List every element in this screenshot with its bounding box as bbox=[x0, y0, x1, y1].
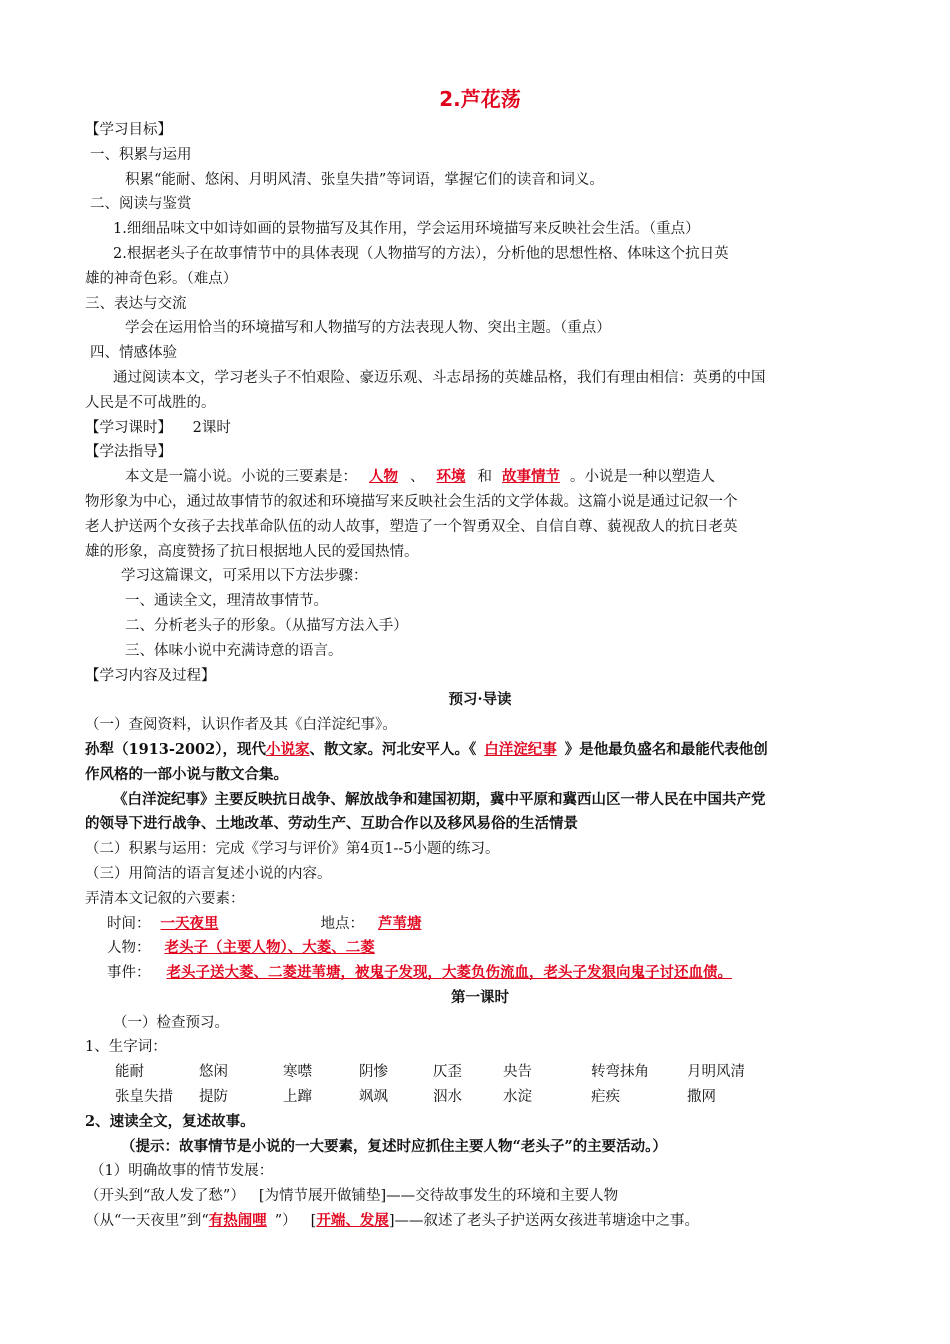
vocab-word: 能耐 bbox=[115, 1064, 144, 1081]
event-row bbox=[85, 961, 875, 986]
event-label: 事件： bbox=[107, 965, 151, 982]
vocab-word: 张皇失措 bbox=[115, 1089, 173, 1106]
answer-plot-end: 有热闹哩 bbox=[208, 1212, 267, 1230]
answer-environment: 环境 bbox=[436, 468, 466, 486]
vocab-word: 悠闲 bbox=[199, 1064, 228, 1081]
goal-heading-2: 二、阅读与鉴赏 bbox=[90, 196, 192, 213]
step-1: 一、通读全文，理清故事情节。 bbox=[125, 593, 328, 610]
retell-task: 2、速读全文，复述故事。 bbox=[85, 1112, 255, 1130]
answer-plot: 故事情节 bbox=[502, 468, 560, 486]
plot2-close: ”） bbox=[274, 1213, 297, 1230]
method-para-line4: 雄的形象，高度赞扬了抗日根据地人民的爱国热情。 bbox=[85, 543, 419, 560]
goal-text-2-1: 1.细细品味文中如诗如画的景物描写及其作用，学会运用环境描写来反映社会生活。（重点） bbox=[113, 221, 700, 238]
vocab-word: 疟疾 bbox=[591, 1089, 620, 1106]
plot1-range: （开头到“敌人发了愁”） bbox=[85, 1188, 245, 1205]
goal-heading-3: 三、表达与交流 bbox=[85, 295, 187, 312]
preview-q1: （一）查阅资料，认识作者及其《白洋淀纪事》。 bbox=[85, 717, 397, 734]
plot2-range: （从“一天夜里”到“ bbox=[85, 1213, 209, 1230]
answer-people: 老头子（主要人物）、大菱、二菱 bbox=[164, 939, 375, 957]
plot1-desc: [为情节展开做铺垫]——交待故事发生的环境和主要人物 bbox=[258, 1188, 619, 1205]
page-title: 2.芦花荡 bbox=[439, 87, 521, 111]
section-header-method: 【学法指导】 bbox=[85, 444, 172, 461]
vocab-word: 飒飒 bbox=[359, 1089, 388, 1106]
answer-book: 白洋淀纪事 bbox=[484, 740, 557, 758]
vocab-word: 水淀 bbox=[503, 1089, 532, 1106]
answer-time: 一天夜里 bbox=[160, 914, 219, 932]
method-text-post: 。小说是一种以塑造人 bbox=[570, 469, 715, 486]
vocab-word: 撒网 bbox=[687, 1089, 716, 1106]
goal-heading-1: 一、积累与运用 bbox=[90, 146, 192, 163]
vocab-word: 阴惨 bbox=[359, 1064, 388, 1081]
author-line2: 作风格的一部小说与散文合集。 bbox=[85, 765, 288, 783]
answer-stage: 开端、发展 bbox=[316, 1212, 389, 1230]
method-para-line3: 老人护送两个女孩子去找革命队伍的动人故事，塑造了一个智勇双全、自信自尊、藐视敌人的抗日老英 bbox=[85, 518, 738, 535]
answer-place: 芦苇塘 bbox=[378, 914, 422, 932]
method-para-line1 bbox=[85, 465, 875, 490]
book-line2: 的领导下进行战争、土地改革、劳动生产、互助合作以及移风易俗的生活情景 bbox=[85, 815, 578, 833]
plot-stage-1 bbox=[85, 1184, 875, 1209]
steps-intro: 学习这篇课文，可采用以下方法步骤： bbox=[121, 568, 368, 585]
time-label: 时间： bbox=[107, 915, 151, 932]
author-text-mid: 、散文家。河北安平人。《 bbox=[309, 740, 477, 758]
vocab-row-1 bbox=[85, 1060, 875, 1085]
time-place-row bbox=[85, 912, 875, 937]
step-3: 三、体味小说中充满诗意的语言。 bbox=[125, 642, 343, 659]
vocab-row-2 bbox=[85, 1085, 875, 1110]
vocab-word: 泅水 bbox=[433, 1089, 462, 1106]
goal-heading-4: 四、情感体验 bbox=[90, 345, 177, 362]
people-label: 人物： bbox=[107, 940, 151, 957]
section-header-goals: 【学习目标】 bbox=[85, 122, 172, 138]
method-text: 本文是一篇小说。小说的三要素是： bbox=[125, 469, 357, 486]
study-hours-label: 【学习课时】 bbox=[85, 419, 172, 436]
preview-q2: （二）积累与运用：完成《学习与评价》第4页1--5小题的练习。 bbox=[85, 841, 500, 858]
goal-text-4b: 人民是不可战胜的。 bbox=[85, 394, 216, 411]
goal-text-4a: 通过阅读本文，学习老头子不怕艰险、豪迈乐观、斗志昂扬的英雄品格，我们有理由相信：英勇的中国 bbox=[113, 369, 766, 386]
words-label: 1、生字词： bbox=[85, 1039, 167, 1056]
answer-novelist: 小说家 bbox=[265, 740, 310, 758]
answer-characters: 人物 bbox=[369, 468, 398, 486]
goal-text-3: 学会在运用恰当的环境描写和人物描写的方法表现人物、突出主题。（重点） bbox=[125, 320, 611, 337]
section-header-process: 【学习内容及过程】 bbox=[85, 667, 216, 684]
six-elements-intro: 弄清本文记叙的六要素： bbox=[85, 890, 245, 907]
plot-question: （1）明确故事的情节发展： bbox=[90, 1163, 274, 1180]
place-label: 地点： bbox=[320, 915, 364, 932]
author-line1 bbox=[85, 738, 875, 763]
vocab-word: 上蹿 bbox=[283, 1089, 312, 1106]
book-line1: 《白洋淀纪事》主要反映抗日战争、解放战争和建国初期，冀中平原和冀西山区一带人民在中国共产党 bbox=[113, 790, 766, 808]
method-para-line2: 物形象为中心，通过故事情节的叙述和环境描写来反映社会生活的文学体裁。这篇小说是通过记叙一个 bbox=[85, 493, 738, 510]
preview-title: 预习·导读 bbox=[448, 691, 512, 709]
step-2: 二、分析老头子的形象。（从描写方法入手） bbox=[125, 617, 408, 634]
goal-text-1: 积累“能耐、悠闲、月明风清、张皇失措”等词语，掌握它们的读音和词义。 bbox=[125, 171, 604, 188]
document-page bbox=[85, 84, 875, 1234]
lesson1-title: 第一课时 bbox=[451, 988, 509, 1006]
separator: 、 bbox=[410, 469, 425, 486]
vocab-word: 寒噤 bbox=[283, 1064, 312, 1081]
vocab-word: 央告 bbox=[503, 1064, 532, 1081]
answer-event: 老头子送大菱、二菱进苇塘，被鬼子发现，大菱负伤流血，老头子发狠向鬼子讨还血债。 bbox=[166, 964, 732, 982]
vocab-word: 仄歪 bbox=[433, 1064, 462, 1081]
preview-q3: （三）用简洁的语言复述小说的内容。 bbox=[85, 865, 332, 882]
author-text-post: 》是他最负盛名和最能代表他创 bbox=[564, 740, 768, 758]
check-preview: （一）检查预习。 bbox=[113, 1014, 229, 1031]
plot-stage-2: （从“一天夜里”到“有热闹哩 ”） [开端、发展]——叙述了老头子护送两女孩进苇塘途中之事。 bbox=[85, 1212, 699, 1230]
vocab-word: 提防 bbox=[199, 1089, 228, 1106]
plot2-desc: ]——叙述了老头子护送两女孩进苇塘途中之事。 bbox=[388, 1213, 699, 1230]
goal-text-2-2b: 雄的神奇色彩。（难点） bbox=[85, 270, 238, 287]
study-hours bbox=[85, 416, 875, 441]
vocab-word: 转弯抹角 bbox=[591, 1064, 649, 1081]
author-text: 孙犁（1913-2002），现代 bbox=[85, 740, 266, 758]
goal-text-2-2a: 2.根据老头子在故事情节中的具体表现（人物描写的方法），分析他的思想性格、体味这个抗日英 bbox=[113, 245, 729, 262]
study-hours-value: 2课时 bbox=[192, 419, 231, 436]
conjunction: 和 bbox=[477, 469, 492, 486]
vocab-word: 月明风清 bbox=[687, 1064, 745, 1081]
people-row bbox=[85, 936, 875, 961]
retell-hint: （提示：故事情节是小说的一大要素，复述时应抓住主要人物“老头子”的主要活动。） bbox=[121, 1137, 667, 1155]
